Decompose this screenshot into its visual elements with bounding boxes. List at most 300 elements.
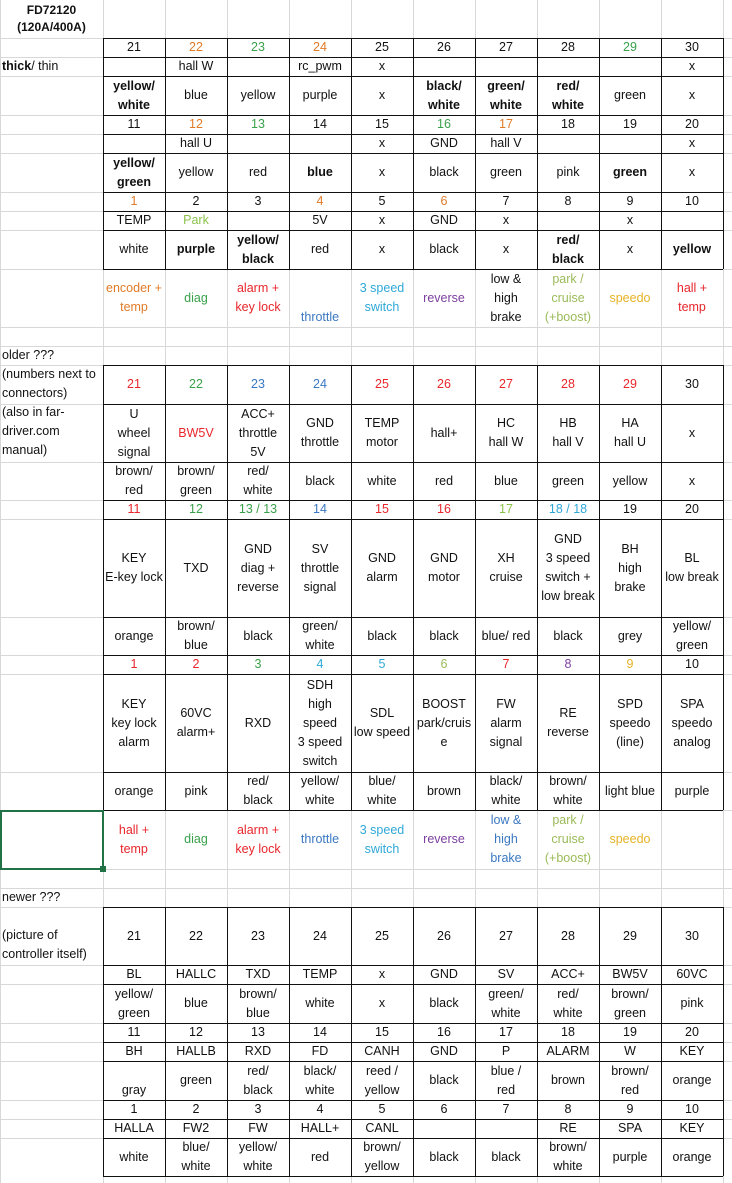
pin-cell[interactable]: 60VC alarm+ <box>176 706 216 739</box>
pin-cell[interactable]: 15 <box>375 117 389 131</box>
pin-cell[interactable] <box>537 134 599 153</box>
thin-label: / thin <box>31 59 59 73</box>
pin-cell[interactable]: GND <box>430 213 458 227</box>
pin-cell[interactable]: 15 <box>375 1025 389 1039</box>
pin-cell[interactable]: brown/ red <box>611 1063 649 1097</box>
pin-cell[interactable]: SDL low speed <box>353 706 411 739</box>
pin-cell[interactable]: 25 <box>375 377 389 391</box>
pin-cell[interactable]: yellow <box>240 88 276 102</box>
pin-cell[interactable]: 7 <box>502 1102 510 1116</box>
table-col-line <box>723 365 724 810</box>
pin-cell[interactable]: 11 <box>127 1025 141 1039</box>
grid-row-line <box>0 327 732 328</box>
pin-cell[interactable]: 1 <box>130 657 138 671</box>
selection-handle[interactable] <box>100 866 106 872</box>
pin-cell[interactable]: x <box>626 242 634 256</box>
pin-cell[interactable]: 27 <box>499 377 513 391</box>
function-label-cell[interactable]: diag <box>184 290 208 305</box>
pin-cell[interactable]: reed / yellow <box>364 1063 400 1097</box>
pin-cell[interactable]: KEY <box>679 1044 705 1058</box>
pin-cell[interactable]: SPA <box>617 1121 643 1135</box>
function-label-cell[interactable]: alarm + key lock <box>235 822 281 856</box>
pin-cell[interactable]: FD <box>311 1044 329 1058</box>
pin-cell[interactable]: x <box>378 88 386 102</box>
pin-cell[interactable]: white <box>305 996 335 1010</box>
pin-cell[interactable]: green/ white <box>302 619 338 652</box>
pin-cell[interactable]: 10 <box>685 194 699 208</box>
pin-cell[interactable]: brown/ yellow <box>363 1140 401 1173</box>
pin-cell[interactable]: GND alarm <box>366 551 398 584</box>
pin-cell[interactable]: red/ black <box>552 232 584 266</box>
pin-cell[interactable]: 5V <box>312 213 328 227</box>
pin-cell[interactable]: x <box>688 473 696 488</box>
pin-cell[interactable]: 12 <box>189 1025 203 1039</box>
pin-cell[interactable]: 9 <box>626 1102 634 1116</box>
pin-cell[interactable]: FW2 <box>182 1121 210 1135</box>
pin-cell[interactable]: ACC+ <box>551 967 585 981</box>
function-label-cell[interactable]: encoder + temp <box>106 281 162 314</box>
function-label-cell[interactable]: 3 speed switch <box>359 281 405 314</box>
pin-cell[interactable]: 28 <box>561 377 575 391</box>
pin-cell[interactable]: 2 <box>192 1102 200 1116</box>
pin-cell[interactable]: grey <box>617 628 643 643</box>
pin-cell[interactable]: yellow/ white <box>113 78 155 112</box>
pin-cell[interactable]: 6 <box>440 657 448 671</box>
pin-cell[interactable]: 19 <box>623 1025 637 1039</box>
pin-cell[interactable] <box>475 1119 537 1138</box>
pin-cell[interactable] <box>413 57 475 76</box>
pin-cell[interactable]: black <box>429 1073 459 1087</box>
function-label-cell[interactable]: speedo <box>609 290 651 305</box>
pin-cell[interactable]: 11 <box>127 502 141 516</box>
pin-cell[interactable]: 6 <box>440 1102 448 1116</box>
pin-cell[interactable]: KEY E-key lock <box>105 551 163 584</box>
pin-cell[interactable]: HALLB <box>176 1044 216 1058</box>
pin-cell[interactable]: SDH high speed 3 speed switch <box>297 677 343 768</box>
pin-cell[interactable]: blue <box>184 996 208 1010</box>
pin-cell[interactable]: 24 <box>313 40 327 54</box>
pin-cell[interactable]: 2 <box>192 194 200 208</box>
pin-cell[interactable]: 13 <box>251 117 265 131</box>
pin-cell[interactable]: x <box>378 59 386 73</box>
pin-cell[interactable]: purple <box>302 88 338 102</box>
pin-cell[interactable]: 22 <box>189 928 203 943</box>
pin-cell[interactable]: red/ white <box>552 78 584 112</box>
function-label-cell[interactable]: reverse <box>423 832 465 846</box>
pin-cell[interactable]: SV <box>497 967 515 981</box>
function-label-cell[interactable]: alarm + key lock <box>235 281 281 314</box>
pin-cell[interactable]: 9 <box>626 657 634 671</box>
pin-cell[interactable]: 5 <box>378 1102 386 1116</box>
pin-cell[interactable]: 4 <box>316 194 324 208</box>
pin-cell[interactable]: hall W <box>178 59 214 73</box>
pin-cell[interactable]: 8 <box>564 1102 572 1116</box>
pin-cell[interactable]: yellow/ black <box>237 232 279 266</box>
pin-cell[interactable]: RE reverse <box>547 706 589 739</box>
pin-cell[interactable]: 14 <box>313 1025 327 1039</box>
thick-label: thick <box>2 59 32 73</box>
pin-cell[interactable]: 24 <box>313 928 327 943</box>
pin-cell[interactable]: x <box>378 967 386 981</box>
pin-cell[interactable]: 19 <box>623 502 637 516</box>
pin-cell[interactable]: 5 <box>378 657 386 671</box>
pin-cell[interactable]: black/ white <box>489 774 523 807</box>
pin-cell[interactable]: 30 <box>685 377 699 391</box>
pin-cell[interactable]: XH cruise <box>489 551 523 584</box>
pin-cell[interactable]: black <box>429 628 459 643</box>
pin-cell[interactable]: green/ white <box>488 986 524 1020</box>
pin-cell[interactable]: TXD <box>245 967 271 981</box>
pin-cell[interactable]: 13 <box>251 1025 265 1039</box>
pin-cell[interactable]: yellow/ white <box>300 774 340 807</box>
pin-cell[interactable]: purple <box>612 1149 648 1164</box>
pin-cell[interactable]: green <box>552 473 584 488</box>
function-label-cell[interactable]: hall + temp <box>676 281 708 314</box>
pin-cell[interactable]: black <box>429 996 459 1010</box>
pin-cell[interactable]: black <box>305 473 335 488</box>
pin-cell[interactable] <box>537 211 599 230</box>
pin-cell[interactable]: yellow/ white <box>238 1140 278 1173</box>
pin-cell[interactable]: x <box>378 213 386 227</box>
pin-cell[interactable]: 10 <box>685 1102 699 1116</box>
pin-cell[interactable]: BL low break <box>665 551 719 584</box>
pin-cell[interactable]: SPA speedo analog <box>671 696 713 749</box>
pin-cell[interactable]: 21 <box>127 377 141 391</box>
pin-cell[interactable]: 14 <box>313 502 327 516</box>
pin-cell[interactable]: white <box>119 242 149 256</box>
pin-cell[interactable]: BH high brake <box>614 541 646 594</box>
pin-cell[interactable]: yellow <box>612 473 648 488</box>
pin-cell[interactable]: black <box>367 628 397 643</box>
sheet-title[interactable]: FD72120 (120A/400A) <box>17 3 86 34</box>
pin-cell[interactable] <box>103 57 165 76</box>
pin-cell[interactable]: SV throttle signal <box>300 541 340 594</box>
pin-cell[interactable]: orange <box>114 783 154 798</box>
pin-cell[interactable]: 4 <box>316 657 324 671</box>
function-label-cell[interactable]: park / cruise (+boost) <box>544 271 592 324</box>
pin-cell[interactable]: 7 <box>502 194 510 208</box>
pin-cell[interactable]: rc_pwm <box>298 59 342 73</box>
pin-cell[interactable]: 29 <box>623 928 637 943</box>
function-label-cell[interactable]: speedo <box>609 832 651 846</box>
newer-section-label: newer ??? <box>2 890 61 904</box>
pin-cell[interactable]: hall+ <box>430 425 458 440</box>
pin-cell[interactable]: green <box>612 165 648 179</box>
pin-cell[interactable]: red <box>310 242 330 256</box>
pin-cell[interactable]: x <box>688 136 696 150</box>
function-label-cell[interactable]: throttle <box>300 832 340 846</box>
pin-cell[interactable]: 24 <box>313 377 327 391</box>
pin-cell[interactable]: 19 <box>623 117 637 131</box>
pin-cell[interactable]: red/ black <box>243 1063 273 1097</box>
pin-cell[interactable]: 25 <box>375 928 389 943</box>
pin-cell[interactable]: x <box>378 136 386 150</box>
pin-cell[interactable]: purple <box>176 242 216 256</box>
grid-row-line <box>0 346 732 347</box>
pin-cell[interactable]: brown/ blue <box>239 986 277 1020</box>
pin-cell[interactable]: black <box>243 628 273 643</box>
pin-cell[interactable]: 29 <box>623 40 637 54</box>
pin-cell[interactable]: yellow/ green <box>672 619 712 652</box>
pin-cell[interactable]: black <box>491 1149 521 1164</box>
pin-cell[interactable]: orange <box>114 628 154 643</box>
pin-cell[interactable]: x <box>688 165 696 179</box>
pin-cell[interactable]: 3 <box>254 194 262 208</box>
pin-cell[interactable]: blue <box>494 473 518 488</box>
pin-cell[interactable]: blue/ red <box>481 628 531 643</box>
pin-cell[interactable]: 16 <box>437 1025 451 1039</box>
pin-cell[interactable]: purple <box>674 783 710 798</box>
grid-col-line <box>0 0 1 1183</box>
pin-cell[interactable]: red <box>248 165 268 179</box>
pin-cell[interactable]: FW alarm signal <box>489 696 523 749</box>
pin-cell[interactable] <box>227 134 289 153</box>
function-label-cell[interactable]: low & high brake <box>490 813 522 865</box>
pin-cell[interactable] <box>537 57 599 76</box>
pin-cell[interactable]: 16 <box>437 117 451 131</box>
pin-cell[interactable]: 3 <box>254 657 262 671</box>
pin-cell[interactable]: blue <box>307 165 333 179</box>
selected-cell[interactable] <box>0 810 104 870</box>
pin-cell[interactable]: GND <box>430 1044 458 1058</box>
pin-cell[interactable]: 27 <box>499 928 513 943</box>
pin-cell[interactable]: BW5V <box>178 425 214 440</box>
pin-cell[interactable]: green/ white <box>487 78 525 112</box>
pin-cell[interactable]: hall U <box>180 136 212 150</box>
pin-cell[interactable]: 16 <box>437 502 451 516</box>
pin-cell[interactable]: 29 <box>623 377 637 391</box>
pin-cell[interactable]: brown/ green <box>611 986 649 1020</box>
pin-cell[interactable]: 18 <box>561 1025 575 1039</box>
pin-cell[interactable]: red <box>434 473 454 488</box>
pin-cell[interactable] <box>227 211 289 230</box>
function-label-cell[interactable]: hall + temp <box>118 822 150 856</box>
pin-cell[interactable]: 30 <box>685 40 699 54</box>
pin-cell[interactable]: x <box>626 213 634 227</box>
pin-cell[interactable]: GND <box>430 967 458 981</box>
pin-cell[interactable]: 22 <box>189 377 203 391</box>
pin-cell[interactable]: brown/ white <box>549 1140 587 1173</box>
pin-cell[interactable]: 17 <box>499 502 513 516</box>
pin-cell[interactable]: TEMP motor <box>364 416 400 449</box>
function-label-cell[interactable] <box>661 810 723 869</box>
pin-cell[interactable]: 26 <box>437 377 451 391</box>
pin-cell[interactable]: GND <box>430 136 458 150</box>
pin-cell[interactable] <box>599 134 661 153</box>
pin-cell[interactable]: TXD <box>183 560 209 575</box>
pin-cell[interactable]: RXD <box>244 715 272 730</box>
pin-cell[interactable]: BH <box>125 1044 143 1058</box>
pin-cell[interactable]: P <box>501 1044 511 1058</box>
pin-cell[interactable]: hall V <box>490 136 522 150</box>
pin-cell[interactable]: HC hall W <box>488 416 524 449</box>
pin-cell[interactable]: 25 <box>375 40 389 54</box>
pin-cell[interactable]: BOOST park/cruis e <box>416 696 472 749</box>
pin-cell[interactable]: 28 <box>561 40 575 54</box>
pin-cell[interactable]: red/ black <box>243 774 273 807</box>
pin-cell[interactable]: 4 <box>316 1102 324 1116</box>
pin-cell[interactable]: TEMP <box>116 213 152 227</box>
pin-cell[interactable]: ACC+ throttle 5V <box>238 406 278 459</box>
function-label-cell[interactable]: low & high brake <box>490 271 522 324</box>
pin-cell[interactable]: 26 <box>437 928 451 943</box>
pin-cell[interactable]: green <box>614 88 646 102</box>
pin-cell[interactable]: HA hall U <box>614 416 646 449</box>
pin-cell[interactable]: pink <box>680 996 704 1010</box>
pin-cell[interactable] <box>599 57 661 76</box>
pin-cell[interactable]: light blue <box>604 783 656 798</box>
pin-cell[interactable]: 14 <box>313 117 327 131</box>
pin-cell[interactable]: black <box>429 242 459 256</box>
pin-cell[interactable]: 18 <box>561 117 575 131</box>
pin-cell[interactable]: GND throttle <box>300 416 340 449</box>
pin-cell[interactable] <box>661 211 723 230</box>
pin-cell[interactable]: BL <box>126 967 142 981</box>
pin-cell[interactable] <box>413 1119 475 1138</box>
pin-cell[interactable]: x <box>502 213 510 227</box>
pin-cell[interactable]: W <box>624 1044 636 1058</box>
pin-cell[interactable]: HALL+ <box>300 1121 340 1135</box>
pin-cell[interactable]: CANL <box>365 1121 399 1135</box>
pin-cell[interactable]: 23 <box>251 377 265 391</box>
pin-cell[interactable]: 20 <box>685 1025 699 1039</box>
pin-cell[interactable] <box>289 134 351 153</box>
pin-cell[interactable]: 17 <box>499 117 513 131</box>
pin-cell[interactable]: red <box>310 1149 330 1164</box>
pin-cell[interactable]: yellow/ green <box>113 155 155 189</box>
function-label-cell[interactable]: diag <box>184 832 208 846</box>
pin-cell[interactable]: 18 / 18 <box>548 502 588 516</box>
pin-cell[interactable]: 21 <box>127 928 141 943</box>
pin-cell[interactable] <box>103 134 165 153</box>
pin-cell[interactable]: GND 3 speed switch + low break <box>541 532 595 603</box>
pin-cell[interactable]: blue <box>184 88 208 102</box>
pin-cell[interactable]: 60VC <box>676 967 708 981</box>
pin-cell[interactable]: blue/ white <box>181 1140 211 1173</box>
pin-cell[interactable]: KEY key lock alarm <box>111 696 157 749</box>
pin-cell[interactable]: 8 <box>564 194 572 208</box>
pin-cell[interactable]: brown <box>550 1073 586 1087</box>
pin-cell[interactable]: 3 <box>254 1102 262 1116</box>
pin-cell[interactable]: black/ white <box>303 1063 337 1097</box>
pin-cell[interactable]: 2 <box>192 657 200 671</box>
pin-cell[interactable]: 10 <box>685 657 699 671</box>
pin-cell[interactable]: CANH <box>364 1044 400 1058</box>
pin-cell[interactable]: x <box>378 165 386 179</box>
pin-cell[interactable]: orange <box>672 1149 712 1164</box>
function-label-cell[interactable]: 3 speed switch <box>359 822 405 856</box>
pin-cell[interactable] <box>475 57 537 76</box>
pin-cell[interactable] <box>227 57 289 76</box>
pin-cell[interactable]: 22 <box>189 40 203 54</box>
pin-cell[interactable]: red/ white <box>243 464 273 497</box>
pin-cell[interactable]: x <box>378 242 386 256</box>
pin-cell[interactable]: brown/ blue <box>177 619 215 652</box>
pin-cell[interactable]: 9 <box>626 194 634 208</box>
pin-cell[interactable]: 28 <box>561 928 575 943</box>
function-label-cell[interactable]: throttle <box>300 309 340 324</box>
pin-cell[interactable]: HALLC <box>175 967 217 981</box>
pin-cell[interactable]: gray <box>121 1082 147 1097</box>
pin-cell[interactable]: U wheel signal <box>117 406 151 459</box>
pin-cell[interactable]: HB hall V <box>552 416 584 449</box>
pin-cell[interactable]: HALLA <box>114 1121 154 1135</box>
pin-cell[interactable]: ALARM <box>546 1044 590 1058</box>
function-label-cell[interactable]: park / cruise (+boost) <box>544 813 592 865</box>
pin-cell[interactable]: brown/ red <box>115 464 153 497</box>
pin-cell[interactable]: pink <box>556 165 580 179</box>
pin-cell[interactable]: black/ white <box>426 78 462 112</box>
pin-cell[interactable]: TEMP <box>302 967 338 981</box>
pin-cell[interactable]: RXD <box>244 1044 272 1058</box>
pin-cell[interactable]: FW <box>248 1121 268 1135</box>
pin-cell[interactable]: brown <box>426 783 462 798</box>
pin-cell[interactable]: 1 <box>130 194 138 208</box>
pin-cell[interactable]: GND motor <box>428 551 460 584</box>
pin-cell[interactable]: RE <box>559 1121 577 1135</box>
pin-cell[interactable]: 27 <box>499 40 513 54</box>
pin-cell[interactable]: 12 <box>189 117 203 131</box>
pin-cell[interactable]: 23 <box>251 928 265 943</box>
pin-cell[interactable]: x <box>378 996 386 1010</box>
pin-cell[interactable]: green <box>180 1073 212 1087</box>
pin-cell[interactable]: yellow/ green <box>114 986 154 1020</box>
pin-cell[interactable]: black <box>429 165 459 179</box>
pin-cell[interactable]: 5 <box>378 194 386 208</box>
pin-cell[interactable]: 23 <box>251 40 265 54</box>
pin-cell[interactable]: Park <box>183 213 209 227</box>
pin-cell[interactable]: red/ white <box>553 986 583 1020</box>
pin-cell[interactable]: 6 <box>440 194 448 208</box>
pin-cell[interactable]: GND diag + reverse <box>237 541 279 594</box>
pin-cell[interactable]: 12 <box>189 502 203 516</box>
pin-cell[interactable]: BW5V <box>612 967 648 981</box>
pin-cell[interactable]: 20 <box>685 502 699 516</box>
pin-cell[interactable]: orange <box>672 1073 712 1087</box>
pin-cell[interactable]: 1 <box>130 1102 138 1116</box>
pin-cell[interactable]: blue / red <box>490 1063 522 1097</box>
pin-cell[interactable]: blue/ white <box>367 774 397 807</box>
pin-cell[interactable]: x <box>688 425 696 440</box>
pin-cell[interactable]: brown/ green <box>177 464 215 497</box>
pin-cell[interactable]: 13 / 13 <box>238 502 278 516</box>
pin-cell[interactable]: yellow <box>672 242 712 256</box>
pin-cell[interactable]: brown/ white <box>549 774 587 807</box>
pin-cell[interactable]: KEY <box>679 1121 705 1135</box>
pin-cell[interactable]: white <box>367 473 397 488</box>
pin-cell[interactable]: 26 <box>437 40 451 54</box>
pin-cell[interactable]: black <box>429 1149 459 1164</box>
pin-cell[interactable]: x <box>502 242 510 256</box>
pin-cell[interactable]: x <box>688 59 696 73</box>
pin-cell[interactable]: yellow <box>178 165 214 179</box>
pin-cell[interactable]: 11 <box>127 117 141 131</box>
pin-cell[interactable]: 8 <box>564 657 572 671</box>
pin-cell[interactable]: 15 <box>375 502 389 516</box>
pin-cell[interactable]: 17 <box>499 1025 513 1039</box>
pin-cell[interactable]: white <box>119 1149 149 1164</box>
pin-cell[interactable]: 30 <box>685 928 699 943</box>
pin-cell[interactable]: 7 <box>502 657 510 671</box>
function-label-cell[interactable]: reverse <box>423 290 465 305</box>
pin-cell[interactable]: green <box>490 165 522 179</box>
pin-cell[interactable]: 20 <box>685 117 699 131</box>
pin-cell[interactable]: black <box>553 628 583 643</box>
pin-cell[interactable]: SPD speedo (line) <box>609 696 651 749</box>
pin-cell[interactable]: pink <box>184 783 208 798</box>
pin-cell[interactable]: 21 <box>127 40 141 54</box>
pin-cell[interactable]: x <box>688 88 696 102</box>
